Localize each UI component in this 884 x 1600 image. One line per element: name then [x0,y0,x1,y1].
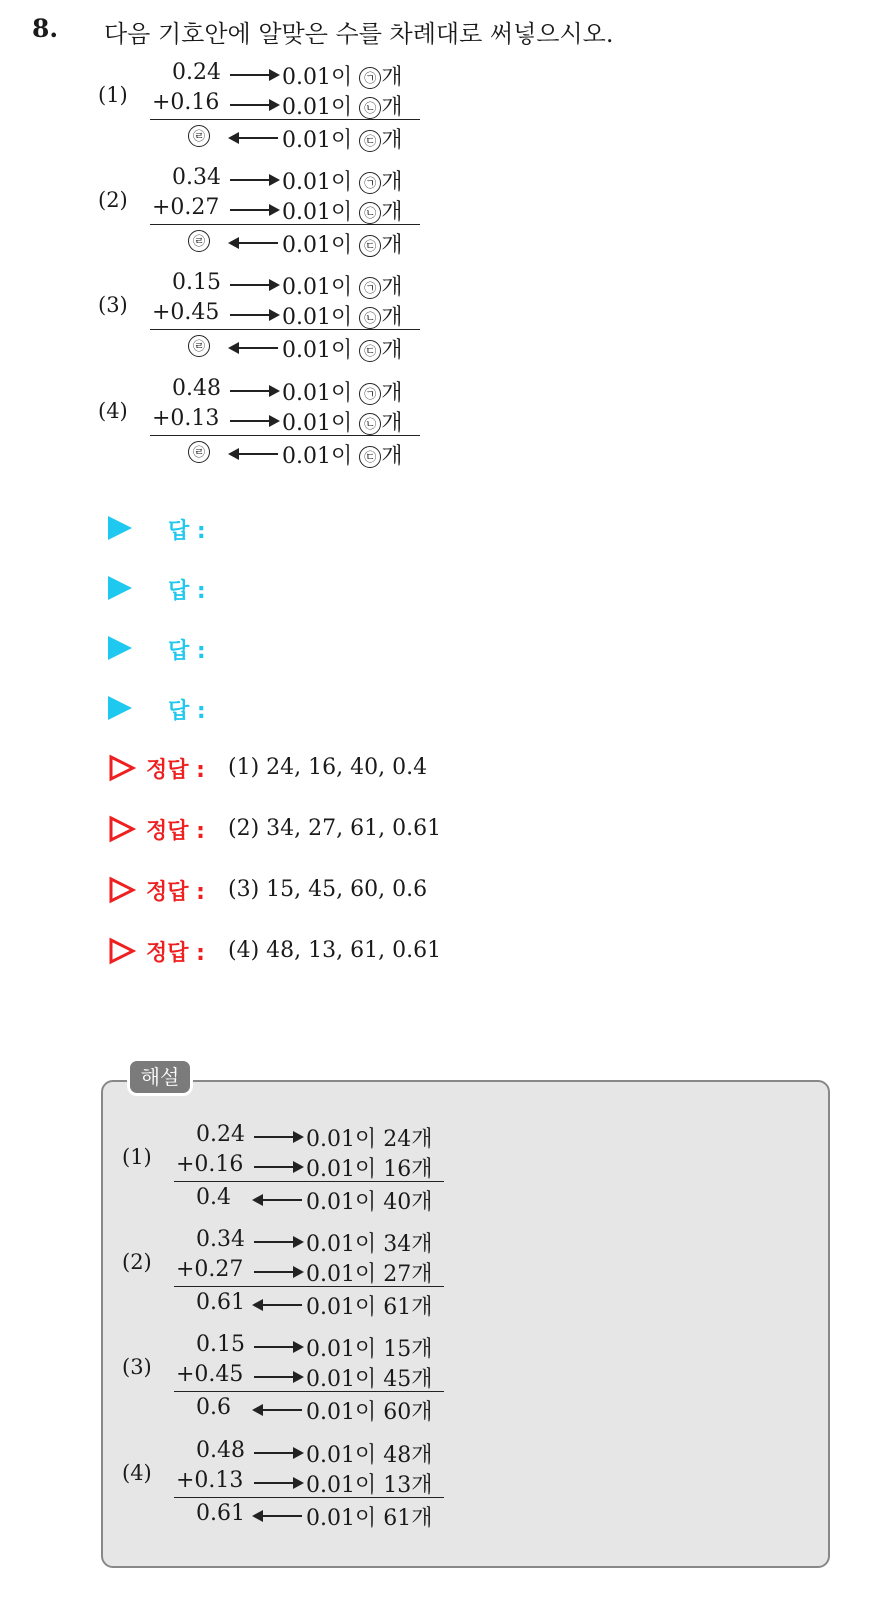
addend-bottom: +0.16 [152,90,220,115]
solution-line-3 [108,876,508,906]
problem-label: (4) [122,1461,152,1485]
unit: 개 [381,128,403,153]
solution-value: (1) 24, 16, 40, 0.4 [228,755,428,780]
addend-top: 0.48 [172,376,221,401]
count-prefix: 0.01이 [306,1190,384,1215]
solution-line-1 [108,754,508,784]
outline-triangle-icon [108,754,136,782]
addend-top: 0.34 [196,1227,245,1252]
problem-3 [98,270,458,370]
left-arrow-icon [230,347,278,349]
symbol-c: ㉢ [359,130,381,152]
outline-triangle-icon [108,876,136,904]
addend-bottom: +0.45 [176,1362,244,1387]
unit: 개 [381,381,403,406]
explanation-problem-2 [122,1227,482,1327]
count-prefix: 0.01이 [282,338,360,363]
symbol-d: ㉣ [188,441,210,463]
sum-line [150,119,420,120]
play-triangle-icon [108,516,132,540]
count-prefix: 0.01이 [306,1127,384,1152]
addend-bottom: +0.45 [152,300,220,325]
solution-label: 정답 : [146,758,205,783]
count-prefix: 0.01이 [306,1295,384,1320]
question-number: 8. [32,14,59,43]
right-arrow-icon [254,1271,302,1273]
unit: 개 [381,170,403,195]
problem-1 [98,60,458,160]
symbol-b: ㉡ [359,97,381,119]
count-value: 60개 [383,1400,433,1425]
problem-label: (3) [122,1355,152,1379]
count-value: 27개 [383,1262,433,1287]
left-arrow-icon [254,1304,302,1306]
count-prefix: 0.01이 [282,305,360,330]
unit: 개 [381,411,403,436]
right-arrow-icon [254,1346,302,1348]
sum-line [150,224,420,225]
sum-line [150,435,420,436]
addend-bottom: +0.13 [176,1468,244,1493]
right-arrow-icon [230,390,278,392]
problem-4 [98,376,458,476]
symbol-c: ㉢ [359,340,381,362]
right-arrow-icon [254,1452,302,1454]
symbol-c: ㉢ [359,235,381,257]
count-prefix: 0.01이 [306,1157,384,1182]
count-prefix: 0.01이 [282,381,360,406]
count-value: 24개 [383,1127,433,1152]
count-prefix: 0.01이 [306,1473,384,1498]
addend-top: 0.24 [196,1122,245,1147]
play-triangle-icon [108,636,132,660]
count-prefix: 0.01이 [282,411,360,436]
symbol-d: ㉣ [188,335,210,357]
unit: 개 [381,444,403,469]
explanation-problem-4 [122,1438,482,1538]
count-prefix: 0.01이 [306,1400,384,1425]
right-arrow-icon [230,314,278,316]
right-arrow-icon [254,1482,302,1484]
symbol-d: ㉣ [188,230,210,252]
unit: 개 [381,95,403,120]
symbol-a: ㉠ [359,172,381,194]
count-prefix: 0.01이 [282,275,360,300]
right-arrow-icon [230,74,278,76]
problem-label: (2) [122,1250,152,1274]
explanation-title: 해설 [127,1058,193,1096]
problem-label: (1) [98,83,128,107]
left-arrow-icon [254,1409,302,1411]
addend-top: 0.34 [172,165,221,190]
sum-line [174,1181,444,1182]
answer-label: 답 : [168,519,206,544]
count-prefix: 0.01이 [306,1262,384,1287]
outline-triangle-icon [108,937,136,965]
solution-label: 정답 : [146,880,205,905]
answer-label: 답 : [168,699,206,724]
count-value: 40개 [383,1190,433,1215]
solution-label: 정답 : [146,819,205,844]
right-arrow-icon [230,179,278,181]
count-value: 34개 [383,1232,433,1257]
right-arrow-icon [254,1166,302,1168]
right-arrow-icon [254,1241,302,1243]
addend-top: 0.24 [172,60,221,85]
count-value: 61개 [383,1506,433,1531]
sum-line [174,1497,444,1498]
symbol-a: ㉠ [359,383,381,405]
left-arrow-icon [254,1515,302,1517]
symbol-a: ㉠ [359,67,381,89]
count-prefix: 0.01이 [306,1337,384,1362]
left-arrow-icon [230,453,278,455]
count-value: 45개 [383,1367,433,1392]
count-prefix: 0.01이 [282,444,360,469]
count-prefix: 0.01이 [306,1443,384,1468]
sum-line [150,329,420,330]
sum-value: 0.61 [196,1501,245,1526]
sum-line [174,1391,444,1392]
count-value: 16개 [383,1157,433,1182]
right-arrow-icon [230,104,278,106]
unit: 개 [381,200,403,225]
count-value: 61개 [383,1295,433,1320]
count-prefix: 0.01이 [306,1506,384,1531]
addend-top: 0.15 [172,270,221,295]
outline-triangle-icon [108,815,136,843]
unit: 개 [381,65,403,90]
left-arrow-icon [230,242,278,244]
play-triangle-icon [108,576,132,600]
right-arrow-icon [230,209,278,211]
explanation-problem-3 [122,1332,482,1432]
problem-label: (2) [98,188,128,212]
explanation-problem-1 [122,1122,482,1222]
addend-top: 0.48 [196,1438,245,1463]
solution-line-4 [108,937,508,967]
solution-value: (3) 15, 45, 60, 0.6 [228,877,428,902]
left-arrow-icon [254,1199,302,1201]
right-arrow-icon [230,420,278,422]
left-arrow-icon [230,137,278,139]
count-value: 48개 [383,1443,433,1468]
solution-value: (4) 48, 13, 61, 0.61 [228,938,442,963]
count-value: 15개 [383,1337,433,1362]
symbol-b: ㉡ [359,413,381,435]
unit: 개 [381,305,403,330]
count-prefix: 0.01이 [282,128,360,153]
count-prefix: 0.01이 [282,200,360,225]
unit: 개 [381,233,403,258]
sum-line [174,1286,444,1287]
addend-bottom: +0.27 [176,1257,244,1282]
count-prefix: 0.01이 [306,1367,384,1392]
count-prefix: 0.01이 [306,1232,384,1257]
addend-bottom: +0.13 [152,406,220,431]
problem-label: (1) [122,1145,152,1169]
unit: 개 [381,275,403,300]
answer-label: 답 : [168,579,206,604]
addend-bottom: +0.27 [152,195,220,220]
sum-value: 0.6 [196,1395,231,1420]
symbol-b: ㉡ [359,307,381,329]
right-arrow-icon [254,1376,302,1378]
problem-label: (3) [98,293,128,317]
answer-label: 답 : [168,639,206,664]
symbol-d: ㉣ [188,125,210,147]
addend-top: 0.15 [196,1332,245,1357]
count-prefix: 0.01이 [282,170,360,195]
symbol-c: ㉢ [359,446,381,468]
question-text: 다음 기호안에 알맞은 수를 차례대로 써넣으시오. [104,20,614,48]
right-arrow-icon [254,1136,302,1138]
count-prefix: 0.01이 [282,233,360,258]
count-prefix: 0.01이 [282,95,360,120]
sum-value: 0.61 [196,1290,245,1315]
play-triangle-icon [108,696,132,720]
solution-line-2 [108,815,508,845]
problem-2 [98,165,458,265]
solution-value: (2) 34, 27, 61, 0.61 [228,816,442,841]
addend-bottom: +0.16 [176,1152,244,1177]
solution-label: 정답 : [146,941,205,966]
symbol-a: ㉠ [359,277,381,299]
problem-label: (4) [98,399,128,423]
count-value: 13개 [383,1473,433,1498]
right-arrow-icon [230,284,278,286]
sum-value: 0.4 [196,1185,231,1210]
unit: 개 [381,338,403,363]
symbol-b: ㉡ [359,202,381,224]
count-prefix: 0.01이 [282,65,360,90]
